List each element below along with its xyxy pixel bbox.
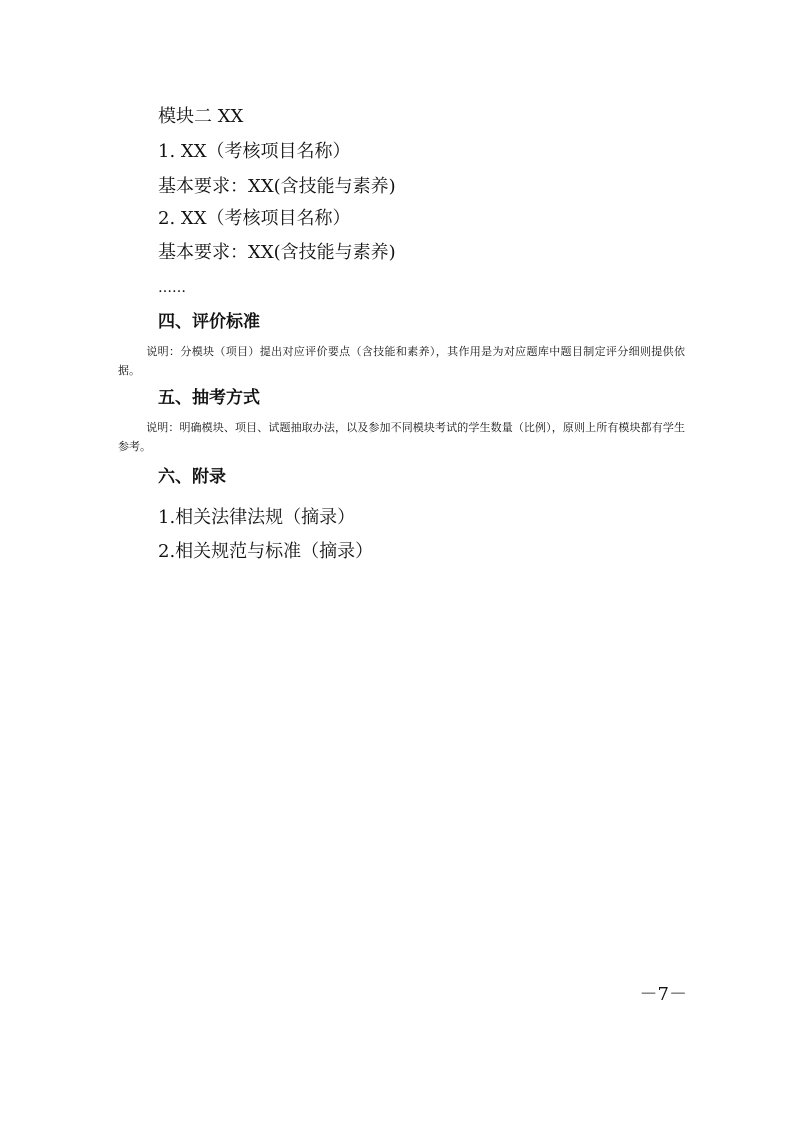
appendix-item1: 1.相关法律法规（摘录） — [158, 507, 356, 528]
section4-heading: 四、评价标准 — [158, 312, 260, 332]
item2-requirement: 基本要求：XX(含技能与素养) — [158, 242, 396, 263]
section6-heading: 六、附录 — [158, 467, 226, 487]
item2-title: 2. XX（考核项目名称） — [158, 208, 351, 229]
ellipsis: …… — [158, 280, 186, 296]
page-number: －7－ — [639, 984, 687, 1005]
item1-requirement: 基本要求：XX(含技能与素养) — [158, 176, 396, 197]
section5-note-text: 说明：明确模块、项目、试题抽取办法，以及参加不同模块考试的学生数量（比例），原则上所有模块都有学生参考。 — [118, 421, 685, 453]
section4-note-text: 说明：分模块（项目）提出对应评价要点（含技能和素养），其作用是为对应题库中题目制定评分细则提供依据。 — [118, 345, 685, 377]
item1-title: 1. XX（考核项目名称） — [158, 141, 351, 162]
section5-note — [118, 418, 685, 456]
appendix-item2: 2.相关规范与标准（摘录） — [158, 541, 374, 562]
module-title: 模块二 XX — [158, 106, 244, 127]
section5-heading: 五、抽考方式 — [158, 388, 260, 408]
section4-note — [118, 342, 685, 380]
